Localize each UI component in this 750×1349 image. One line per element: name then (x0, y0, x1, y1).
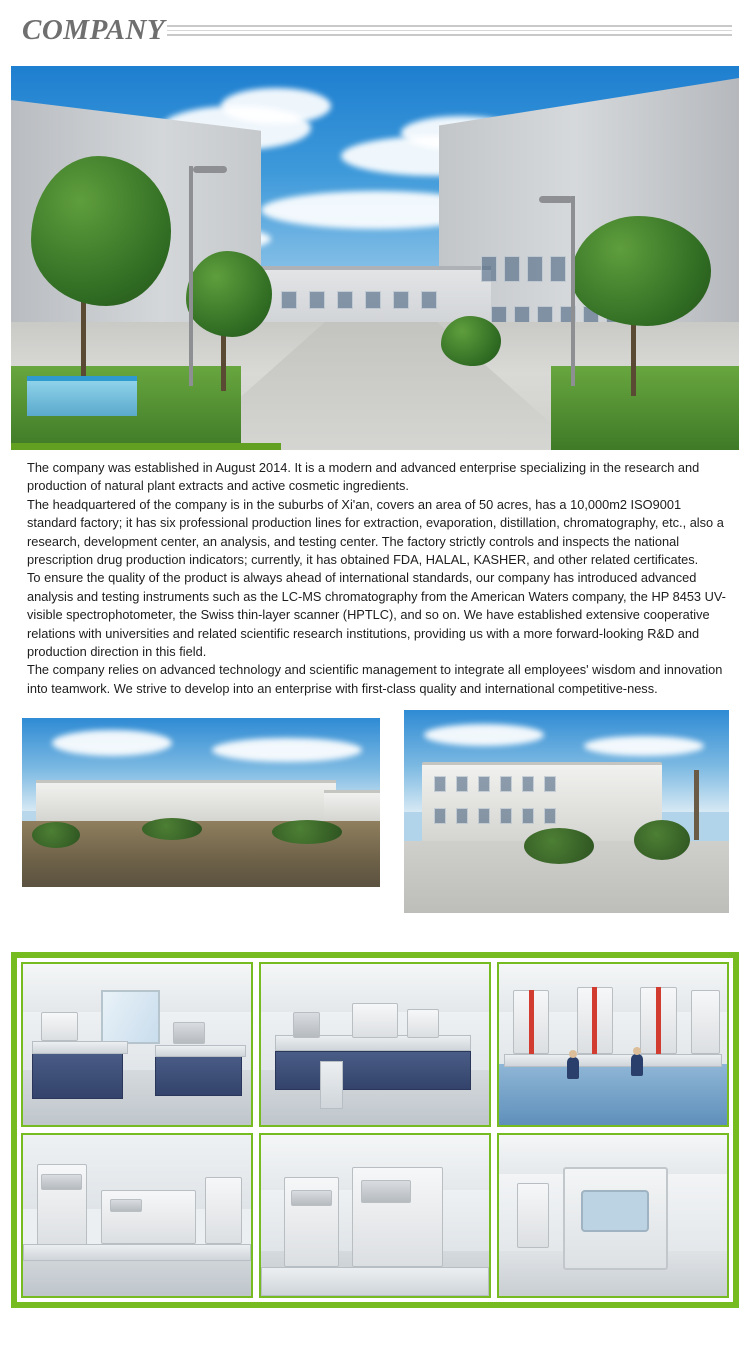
lab-photo-4 (21, 1133, 253, 1298)
hero-factory-photo (11, 66, 739, 450)
lab-photo-3 (497, 962, 729, 1127)
paragraph-4: The company relies on advanced technology and scientific management to integrate all employees' wisdom and innovation into teamwork. We strive to develop into an enterprise with first-class quality and international competitive-ness. (27, 662, 723, 696)
street-lamp-head (193, 166, 227, 173)
street-lamp-head-2 (539, 196, 573, 203)
canopy-shelter (27, 376, 137, 416)
page-title: COMPANY (22, 13, 166, 46)
green-accent-bar (11, 443, 281, 450)
street-lamp-pole-2 (571, 196, 575, 386)
tree-mid-left (186, 251, 272, 337)
company-description (27, 459, 727, 698)
lab-photo-2 (259, 962, 491, 1127)
paragraph-1: The company was established in August 2014. It is a modern and advanced enterprise specializing in the research and production of natural plant extracts and active cosmetic ingredients. (27, 460, 700, 494)
long-factory-building (36, 780, 336, 822)
paragraph-2: The headquartered of the company is in the suburbs of Xi'an, covers an area of 50 acres, has a 10,000m2 ISO9001 standard factory; it has six professional production lines for extraction, evaporation, distillation, chromatography, etc., also a research, development center, an analysis, and testing center. The factory strictly controls and inspects the national prescription drug production indicators; currently, it has obtained FDA, HALAL, KASHER, and other related certificates. (27, 496, 724, 568)
lab-photo-6 (497, 1133, 729, 1298)
section-header (0, 0, 750, 60)
tree-left (31, 156, 171, 306)
lab-technician-1 (567, 1057, 579, 1079)
laboratory-photo-grid (11, 952, 739, 1308)
hplc-instrument (101, 1190, 197, 1245)
tree-right (571, 216, 711, 326)
paragraph-3: To ensure the quality of the product is always ahead of international standards, our company has introduced advanced analysis and testing instruments such as the LC-MS chromatography from the American Waters company, the HP 8453 UV-visible spectrophotometer, the Swiss thin-layer scanner (HPTLC), and so on. We have established extensive cooperative relations with universities and related scientific research institutions, providing us with a more forward-looking R&D and production direction in this field. (27, 570, 726, 660)
lab-photo-5 (259, 1133, 491, 1298)
lab-photo-1 (21, 962, 253, 1127)
street-lamp-pole (189, 166, 193, 386)
lab-technician-2 (631, 1054, 643, 1076)
factory-exterior-photo-2 (404, 710, 729, 913)
shrub-center (441, 316, 501, 366)
door-window (581, 1190, 649, 1232)
factory-exterior-photo-1 (22, 718, 380, 887)
header-divider-rule (167, 23, 732, 37)
